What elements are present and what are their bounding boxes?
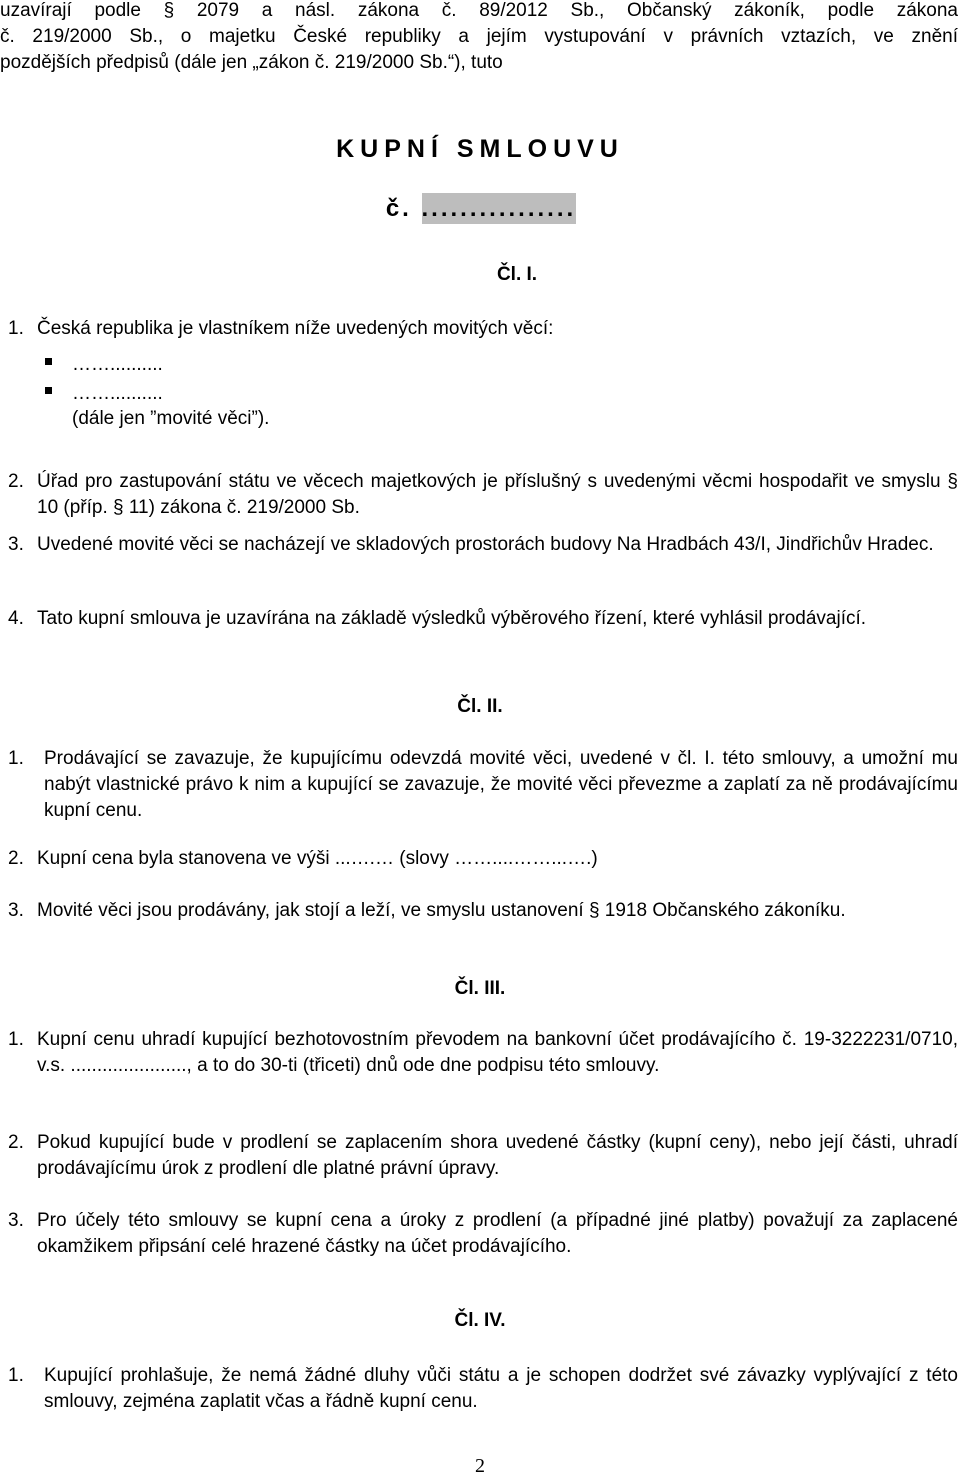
intro-line-2: č. 219/2000 Sb., o majetku České republiky a jejím vystupování v právních vztazích, ve znění bbox=[0, 26, 958, 47]
contract-number bbox=[0, 196, 960, 224]
asset-list-note: (dále jen ”movité věci”). bbox=[72, 408, 270, 429]
article-3-heading: Čl. III. bbox=[454, 978, 506, 999]
asset-list-item: …….......... bbox=[45, 352, 163, 378]
bullet-icon bbox=[45, 387, 52, 394]
page-number: 2 bbox=[475, 1455, 485, 1477]
article-4-heading: Čl. IV. bbox=[454, 1310, 506, 1331]
contract-number-prefix: č. bbox=[385, 195, 412, 222]
contract-number-placeholder: ................ bbox=[421, 195, 577, 222]
asset-list-item: …….......... bbox=[45, 381, 163, 407]
contract-title: KUPNÍ SMLOUVU bbox=[336, 135, 624, 163]
contract-page: uzavírají podle § 2079 a násl. zákona č. 89/2012 Sb., Občanský zákoník, podle zákona č. 219/2000 Sb., o majetku České republiky a jejím vystupování v právních vztazích, ve znění pozdějších předpisů (dále jen „zákon č. 219/2000 Sb.“), tuto KUPNÍ SMLOUVU č. ................ Čl. I. 1. Česká republika je vlastníkem níže uvedených movitých věcí: …….......... …….......... (dále jen ”movité věci”). 2. Úřad pro zastupování státu ve věcech majetkových je příslušný s uvedenými věcmi hospodařit ve smyslu § 10 (příp. § 11) zákona č. 219/2000 Sb. 3. Uvedené movité věci se nacházejí ve skladových prostorách budovy Na Hradbách 43/I, Jindřichův Hradec. 4. Tato kupní smlouva je uzavírána na základě výsledků výběrového řízení, které vyhlásil prodávající. Čl. II. 1. Prodávající se zavazuje, že kupujícímu odevzdá movité věci, uvedené v čl. I. této smlouvy, a umožní mu nabýt vlastnické právo k nim a kupující se zavazuje, že movité věci převezme a zaplatí za ně prodávajícímu kupní cenu. 2. Kupní cena byla stanovena ve výši ...….… (slovy ……....……...….) 3. Movité věci jsou prodávány, jak stojí a leží, ve smyslu ustanovení § 1918 Občanského zákoníku. Čl. III. 1. Kupní cenu uhradí kupující bezhotovostním převodem na bankovní účet prodávajícího č. 19-3222231/0710, v.s. ......................, a to do 30-ti (třiceti) dnů ode dne podpisu této smlouvy. 2. Pokud kupující bude v prodlení se zaplacením shora uvedené částky (kupní ceny), nebo její části, uhradí prodávajícímu úrok z prodlení dle platné právní úpravy. 3. Pro účely této smlouvy se kupní cena a úroky z prodlení (a případné jiné platby) považují za zaplacené okamžikem připsání celé hrazené částky na účet prodávajícího. Čl. IV. 1. Kupující prohlašuje, že nemá žádné dluhy vůči státu a je schopen dodržet své závazky vyplývající z této smlouvy, zejména zaplatit včas a řádně kupní cenu. 2 bbox=[0, 0, 960, 1479]
article-1-heading: Čl. I. bbox=[496, 264, 538, 285]
article-2-heading: Čl. II. bbox=[457, 696, 503, 717]
intro-line-3: pozdějších předpisů (dále jen „zákon č. 219/2000 Sb.“), tuto bbox=[0, 52, 503, 73]
intro-line-1: uzavírají podle § 2079 a násl. zákona č. 89/2012 Sb., Občanský zákoník, podle zákona bbox=[0, 0, 958, 21]
bullet-icon bbox=[45, 358, 52, 365]
